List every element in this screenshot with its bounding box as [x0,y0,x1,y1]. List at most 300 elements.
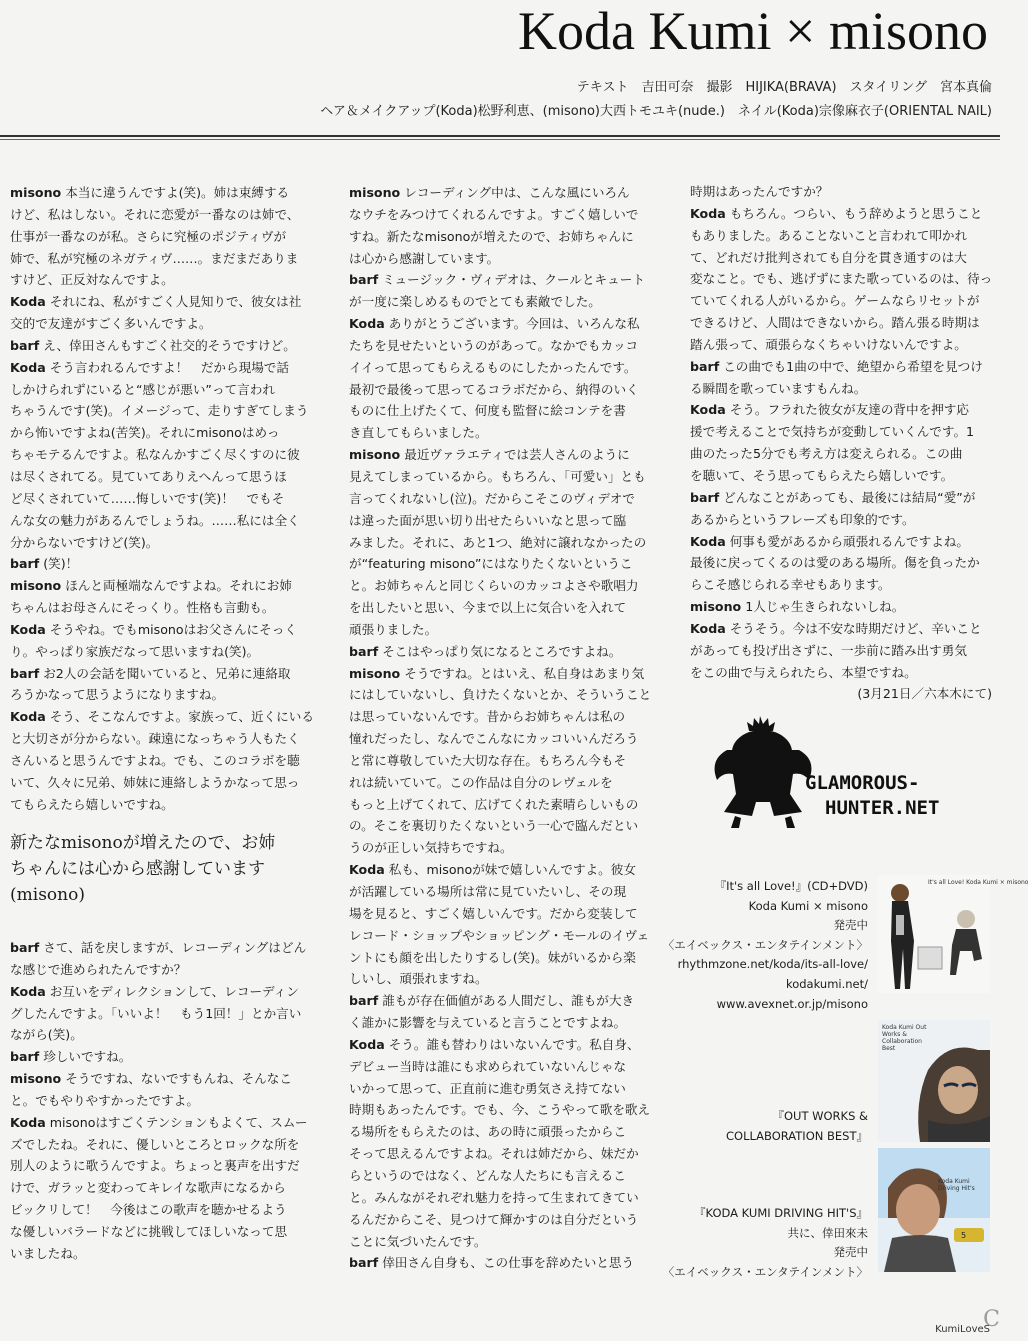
line-text: さて、話を戻しますが、レコーディングはどん [39,940,307,955]
body-text-line [349,182,661,204]
body-text-line [690,225,1002,247]
body-text-line [10,1134,330,1156]
cover-driving-hits [878,1148,990,1272]
speaker-name: Koda [690,402,726,418]
body-text-line [10,1221,330,1243]
speaker-name: misono [349,185,401,200]
body-text-line [690,552,1002,574]
line-text: え、倖田さんもすごく社交的そうですけど。 [39,337,296,353]
line-text: レコード・ショップやショッピング・モールのイヴェ [349,927,650,943]
speaker-name: misono [10,578,62,594]
cover-caption: Koda Kumi Driving Hit's [938,1178,975,1192]
line-text: けで、ガラッと変わってキレイな歌声になるから [10,1180,286,1196]
line-text: 別人のように歌うんですよ。ちょっと裏声を出すだ [10,1158,300,1174]
line-text: ことに気づいたんです。 [349,1233,487,1249]
body-text-line [690,268,1002,290]
body-text-line [10,959,330,981]
speaker-name: Koda [349,1036,385,1052]
product-label: 〈エイベックス・エンタテインメント〉 [662,1264,868,1279]
pull-quote [10,830,330,908]
line-text: 場を見ると、すごく嬉しいんです。だから変装して [349,905,638,921]
product-label: 〈エイベックス・エンタテインメント〉 [662,937,868,952]
body-text-line [349,510,661,532]
line-text: ていてくれる人がいるから。ゲームならリセットが [690,293,980,309]
line-text: ズでしたね。それに、優しいところとロックな所を [10,1136,300,1152]
line-text: と大切さが分からない。疎遠になっちゃう人もたく [10,731,300,747]
line-text: もありました。あることないこと言われて叩かれ [690,227,968,243]
line-text: 最近ヴァラエティでは芸人さんのように [400,447,630,463]
cover-out-works [878,1020,990,1142]
line-text: ほんと両極端なんですよね。それにお姉 [61,578,292,594]
line-text: イイって思ってもらえるものにしたかったんです。 [349,359,637,375]
body-text-line [690,443,1002,465]
body-text-line [10,772,322,794]
body-text-line [349,597,661,619]
body-text-line [690,290,1002,312]
body-text-line [349,903,661,925]
body-text-line [690,203,1002,225]
line-text: 私も、misonoが妹で嬉しいんですよ。彼女 [384,862,636,878]
body-text-line [10,1199,330,1221]
speaker-name: misono [349,665,401,681]
line-text: たちを見せたいというのがあって。なかでもカッコ [349,337,639,353]
line-text: を出したいと思い、今まで以上に気合いを入れて [349,600,627,616]
line-text: 最後に戻ってくるのは愛のある場所。傷を負ったか [690,555,980,571]
line-text: ちゃうんです(笑)。イメージって、走りすぎてしまう [10,403,309,419]
header-rule-thin [0,139,1000,140]
body-text-line [349,553,661,575]
body-text-line [349,1187,661,1209]
body-text-line [349,444,661,466]
body-text-line [349,1165,661,1187]
body-text-line [10,444,322,466]
body-text-line [10,619,322,641]
speaker-name: Koda [10,359,46,375]
speaker-name: Koda [10,1114,46,1130]
body-text-line [349,269,661,291]
product-info-out-works [726,1107,868,1146]
line-text: んな女の魅力があるんでしょうね。……私には全く [10,512,300,528]
body-text-line [349,684,661,706]
line-text: そう言われるんですよ！ だから現場で話 [45,359,289,375]
body-text-line [349,1143,661,1165]
body-text-line [349,1012,661,1034]
line-text: は思っていないんです。昔からお姉ちゃんは私の [349,709,626,725]
body-text-line [10,510,322,532]
body-text-line [10,728,322,750]
body-text-line [10,400,322,422]
line-text: もっと上げてくれて、広げてくれた素晴らしいもの [349,796,639,812]
product-status: 発売中 [833,918,868,933]
line-text: いましたね。 [10,1245,86,1261]
line-text: どんなことがあっても、最後には結局“愛”が [719,489,976,505]
line-text: 倖田さん自身も、この仕事を辞めたいと思う [378,1255,635,1271]
body-text-line [349,706,661,728]
line-text: ちゃんはお母さんにそっくり。性格も言動も。 [10,600,275,616]
speaker-name: misono [10,1071,62,1087]
body-text-line [10,641,322,663]
line-text: ちゃモテるんですよ。私なんかすごく尽くすのに彼 [10,447,300,463]
line-text: 憧れだったし、なんでこんなにカッコいいんだろう [349,731,639,747]
product-artist: Koda Kumi × misono [748,898,868,913]
line-text: 援で考えることで気持ちが変動していくんです。1 [690,424,975,440]
product-title: 『OUT WORKS & [772,1109,868,1123]
body-text-line [690,596,1002,618]
body-text-line [690,531,1002,553]
body-text-line [349,204,661,226]
body-text-line [349,619,661,641]
line-text: は尽くされてる。見ていてありえへんって思うほ [10,468,287,484]
body-text-line [349,663,661,685]
line-text: あるからというフレーズも印象的です。 [690,511,915,527]
body-text-line [10,291,322,313]
speaker-name: Koda [690,533,726,549]
product-info-driving-hits [663,1204,868,1282]
line-text: グしたんですよ。「いいよ！ もう1回！」とか言い [10,1005,302,1021]
line-text: レコーディング中は、こんな風にいろん [400,185,630,200]
line-text: 時期もあったんです。でも、今、こうやって歌を歌え [349,1102,651,1118]
body-text-line [690,378,1002,400]
speaker-name: Koda [349,862,385,878]
line-text: らこそ感じられる幸せもあります。 [690,577,891,593]
line-text: そうですね。とはいえ、私自身はあまり気 [400,665,645,681]
body-text-line [10,1177,330,1199]
speaker-name: barf [349,272,379,288]
product-title: 『It's all Love!』(CD+DVD) [714,879,868,893]
interview-date-note: (3月21日／六本木にて) [857,686,992,702]
body-text-line [10,422,322,444]
line-text: お互いをディレクションして、レコーディン [45,983,299,999]
logo-text-line-2: HUNTER.NET [825,797,940,819]
site-watermark-logo [705,712,990,832]
line-text: る瞬間を歌っていますもんね。 [690,380,867,396]
body-text-line [349,881,661,903]
speaker-name: Koda [10,621,46,637]
body-text-line [349,248,661,270]
line-text: 交的で友達がすごく多いんですよ。 [10,316,212,332]
body-text-line [10,1046,330,1068]
body-text-line [10,379,322,401]
header-rule [0,135,1000,137]
line-text: るんだからこそ、見つけて輝かすのは自分だという [349,1211,639,1227]
body-text-line [690,640,1002,662]
line-text: 分からないですけど(笑)。 [10,534,159,550]
body-text-line [349,1231,661,1253]
line-text: と。みんながそれぞれ魅力を持って生まれてきてい [349,1189,639,1205]
column-1 [10,182,322,815]
body-text-line [690,487,1002,509]
body-text-line [349,1099,661,1121]
body-text-line [349,968,661,990]
line-text: 姉で、私が究極のネガティヴ……。まだまだありま [10,250,299,266]
line-text: な感じで進められたんですか？ [10,961,187,977]
body-text-line [10,204,322,226]
body-text-line [349,1209,661,1231]
line-text: き直してもらいました。 [349,425,488,441]
line-text: 1人じゃ生きられないしね。 [741,599,905,615]
pull-quote-line: (misono) [10,885,85,905]
speaker-name: Koda [690,205,726,221]
speaker-name: misono [690,599,742,615]
line-text: うのが正しい気持ちですね。 [349,840,513,856]
speaker-name: barf [10,556,40,572]
line-text: そう、そこなんですよ。家族って、近くにいる [45,709,314,725]
product-status: 発売中 [833,1245,868,1260]
body-text-line [10,1243,330,1265]
line-text: をこの曲で与えられたら、本望ですね。 [690,664,917,680]
line-text: 仕事が一番なのが私。さらに究極のポジティヴが [10,228,287,244]
body-text-line [10,597,322,619]
line-text: れは続いていて。この作品は自分のレヴェルを [349,774,613,790]
body-text-line [10,335,322,357]
product-artist: 共に、倖田來未 [787,1225,868,1240]
speaker-name: barf [349,993,379,1009]
body-text-line [349,1252,661,1274]
line-text: そうやね。でもmisonoはお父さんにそっく [45,621,297,637]
cover-caption: It's all Love! Koda Kumi × misono [928,879,1028,886]
line-text: 曲のたった5分でも考え方は変えられる。この曲 [690,446,963,462]
column-2 [349,182,661,1274]
line-text: らというのではなく、どんな人たちにも言えるこ [349,1167,626,1183]
body-text-line [349,947,661,969]
body-text-line [10,488,322,510]
credit-line-text-photo: テキスト 吉田可奈 撮影 HIJIKA(BRAVA) スタイリング 宮本真倫 [576,80,992,95]
speaker-name: barf [690,489,720,505]
line-text: と常に尊敬していた大切な存在。もちろん今もそ [349,752,627,768]
body-text-line [690,247,1002,269]
line-text: く誰かに影響を与えていると言うことですよね。 [349,1015,627,1031]
line-text: できるけど、人間はできないから。踏ん張る時期は [690,315,980,331]
line-text: があっても投げ出さずに、一歩前に踏み出す勇気 [690,642,967,658]
body-text-line [690,618,1002,640]
line-text: そう。誰も替わりはいないんです。私自身、 [384,1036,640,1052]
body-text-line [349,859,661,881]
body-text-line [10,1090,330,1112]
speaker-name: barf [349,1255,379,1271]
pull-quote-line: 新たなmisonoが増えたので、お姉 [10,833,276,853]
line-text: この曲でも1曲の中で、絶望から希望を見つけ [719,358,983,374]
line-text: けど、私はしない。それに恋愛が一番なのは姉で、 [10,206,300,222]
article-title: Koda Kumi × misono [518,1,988,61]
body-text-line [690,312,1002,334]
body-text-line [349,1078,661,1100]
line-text: すね。新たなmisonoが増えたので、お姉ちゃんに [349,228,634,244]
body-text-line [10,182,322,204]
body-text-line [690,662,1002,684]
body-text-line [349,226,661,248]
cover-caption: Koda Kumi Out Works & Collaboration Best [882,1024,927,1052]
speaker-name: Koda [10,709,46,725]
column-3 [690,181,1002,705]
product-url: kodakumi.net/ [785,976,868,991]
body-text-line [10,248,322,270]
body-text-line [349,925,661,947]
product-info-its-all-love [663,877,868,1014]
line-text: 踏ん張って、頑張らなくちゃいけないんですよ。 [690,336,967,352]
speaker-name: barf [10,1049,40,1065]
cover-its-all-love [878,875,1028,993]
scan-watermark: KumiLoveS [935,1324,990,1335]
speaker-name: Koda [349,316,385,332]
line-text: と。でもやりやすかったですよ。 [10,1092,199,1108]
body-text-line [349,837,661,859]
body-text-line [349,357,661,379]
line-text: ながら(笑)。 [10,1027,83,1043]
pull-quote-line: ちゃんには心から感謝しています [10,859,265,879]
body-text-line [690,421,1002,443]
body-text-line [10,684,322,706]
line-text: (笑)！ [39,556,79,572]
line-text: misonoはすごくテンションもよくて、スムー [45,1114,308,1130]
body-text-line [349,488,661,510]
body-text-line [349,815,661,837]
line-text: そう。フラれた彼女が友達の背中を押す応 [725,402,969,418]
body-text-line [349,575,661,597]
body-text-line [10,750,322,772]
body-text-line [349,794,661,816]
body-text-line [10,357,322,379]
body-text-line [690,509,1002,531]
line-text: ありがとうございます。今回は、いろんな私 [384,316,640,332]
body-text-line [349,335,661,357]
body-text-line [10,981,330,1003]
body-text-line [349,728,661,750]
speaker-name: barf [690,358,720,374]
line-text: が一度に楽しめるものでとても素敵でした。 [349,294,601,310]
product-title: COLLABORATION BEST』 [726,1128,868,1143]
body-text-line [690,334,1002,356]
speaker-name: misono [349,447,401,463]
body-text-line [349,400,661,422]
line-text: を聴いて、そう思ってもらえたら嬉しいです。 [690,467,954,483]
line-text: そうそう。今は不安な時期だけど、辛いこと [725,620,982,636]
line-text: さんいると思うんですよね。でも、このコラボを聴 [10,752,300,768]
body-text-line [349,990,661,1012]
line-text: り。やっぱり家族だなって思いますね(笑)。 [10,643,260,659]
body-text-line [349,466,661,488]
album-cover-image [878,875,990,993]
line-text: にはしていないし、負けたくないとか、そういうこと [349,687,652,703]
body-text-line [349,641,661,663]
line-text: ビックリして！ 今後はこの歌声を聴かせるよう [10,1202,287,1218]
body-text-line [349,1034,661,1056]
body-text-line [349,532,661,554]
credit-line-hair-makeup: ヘア＆メイクアップ(Koda)松野利恵、(misono)大西トモユキ(nude.) ネイル(Koda)宗像麻衣子(ORIENTAL NAIL) [320,104,992,119]
line-text: ントにも顔を出したりするし(笑)。妹がいるから楽 [349,949,636,965]
body-text-line [349,772,661,794]
line-text: の。そこを裏切りたくないという一心で臨んだとい [349,818,639,834]
svg-text:5: 5 [961,1231,967,1240]
body-text-line [349,422,661,444]
product-url: www.avexnet.or.jp/misono [716,996,868,1011]
line-text: は違った面が思い切り出せたらいいなと思って臨 [349,512,627,528]
line-text: る場所をもらえたのは、あの時に頑張ったからこ [349,1124,627,1140]
body-text-line [10,663,322,685]
line-text: 本当に違うんですよ(笑)。姉は束縛する [61,185,290,200]
line-text: しかけられずにいると“感じが悪い”って言われ [10,381,275,397]
line-text: いかって思って、正直前に進む勇気さえ持てない [349,1080,626,1096]
line-text: デビュー当時は誰にも求められていないんじゃな [349,1058,627,1074]
line-text: ものに仕上げたくて、何度も監督に絵コンテを書 [349,403,626,419]
body-text-line [349,1121,661,1143]
speaker-name: Koda [10,983,46,999]
body-text-line [10,937,330,959]
line-text: 変なこと。でも、逃げずにまた歌っているのは、待っ [690,271,993,287]
line-text: 誰もが存在価値がある人間だし、誰もが大き [378,993,635,1009]
body-text-line [10,794,322,816]
body-text-line [690,465,1002,487]
body-text-line [10,1003,330,1025]
line-text: 珍しいですね。 [39,1049,132,1065]
page-corner-mark: C [983,1307,1000,1332]
line-text: みました。それに、あと1つ、絶対に譲れなかったの [349,534,647,550]
speaker-name: barf [10,665,40,681]
body-text-line [690,181,1002,203]
line-text: 言ってくれないし(泣)。だからこそこのヴィデオで [349,490,635,506]
line-text: 見えてしまっているから。もちろん、「可愛い」とも [349,468,646,484]
line-text: もちろん。つらい、もう辞めようと思うこと [725,205,983,221]
body-text-line [349,1056,661,1078]
line-text: しいし、頑張れますね。 [349,971,488,987]
body-text-line [10,553,322,575]
speaker-name: Koda [10,294,46,310]
line-text: そって思えるんですよね。それは姉だから、妹だか [349,1146,639,1162]
line-text: から怖いですよね(苦笑)。それにmisonoはめっ [10,425,280,441]
body-text-line [690,399,1002,421]
speaker-name: misono [10,185,62,200]
product-url: rhythmzone.net/koda/its-all-love/ [677,957,868,972]
line-text: 最初で最後って思ってるコラボだから、納得のいく [349,381,639,397]
body-text-line [10,1068,330,1090]
line-text: てもらえたら嬉しいですね。 [10,796,174,812]
line-text: 何事も愛があるから頑張れるんですよね。 [725,533,969,549]
line-text: は心から感謝しています。 [349,250,500,266]
line-text: が“featuring misono”にはなりたくないというこ [349,556,633,572]
product-title: 『KODA KUMI DRIVING HIT'S』 [694,1206,868,1220]
line-text: ろうかなって思うようになりますね。 [10,687,225,703]
body-text-line [690,574,1002,596]
line-text: そうですね、ないですもんね、そんなこ [61,1071,292,1087]
body-text-line [10,532,322,554]
body-text-line [10,1155,330,1177]
body-text-line [10,269,322,291]
speaker-name: barf [10,940,40,955]
line-text: いて、久々に兄弟、姉妹に連絡しようかなって思っ [10,774,300,790]
body-text-line [10,575,322,597]
line-text: と。お姉ちゃんと同じくらいのカッコよさや歌唱力 [349,578,639,594]
line-text: ミュージック・ヴィデオは、クールとキュート [378,272,645,288]
body-text-line [10,1112,330,1134]
line-text: なウチをみつけてくれるんですよ。すごく嬉しいで [349,206,639,222]
line-text: 時期はあったんですか？ [690,184,829,199]
line-text: 頑張りました。 [349,621,438,637]
body-text-line [10,706,322,728]
body-text-line [690,356,1002,378]
body-text-line [10,466,322,488]
line-text: な優しいバラードなどに挑戦してほしいなって思 [10,1223,288,1239]
line-text: それにね、私がすごく人見知りで、彼女は社 [45,294,302,310]
line-text: ど尽くされていて……悔しいです(笑)！ でもそ [10,490,285,506]
line-text: が活躍している場所は常に見ていたいし、その現 [349,884,627,899]
body-text-line [349,313,661,335]
body-text-line [10,313,322,335]
line-text: て、どれだけ批判されても自分を貫き通すのは大 [690,249,967,265]
body-text-line [349,379,661,401]
speaker-name: Koda [690,620,726,636]
body-text-line [10,226,322,248]
speaker-name: barf [349,643,379,659]
body-text-line [10,1024,330,1046]
